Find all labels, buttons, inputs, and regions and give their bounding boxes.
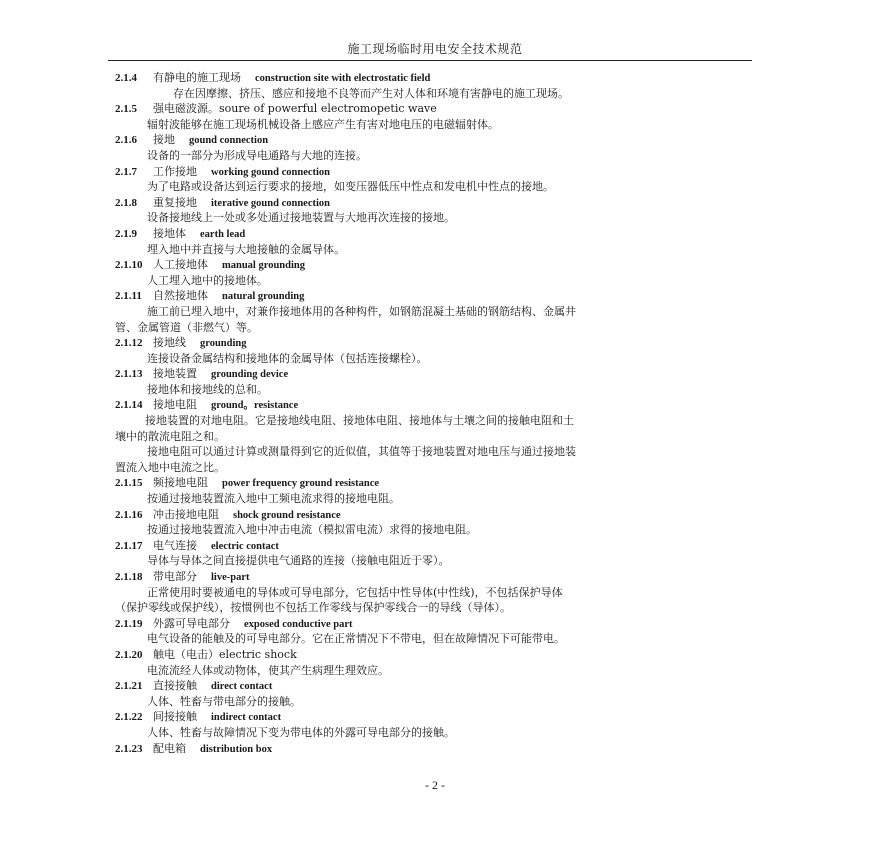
term-heading bbox=[115, 507, 745, 523]
definition-text: 人体、牲畜与带电部分的接触。 bbox=[147, 694, 301, 708]
clause-number: 2.1.8 bbox=[115, 196, 137, 209]
term-chinese: 接地线 bbox=[153, 336, 186, 350]
term-heading bbox=[115, 70, 745, 86]
clause-number: 2.1.15 bbox=[115, 477, 143, 490]
term-chinese: 强电磁波源。soure of powerful electromopetic wave bbox=[153, 102, 437, 116]
definition-text: 电气设备的能触及的可导电部分。它在正常情况下不带电，但在故障情况下可能带电。 bbox=[147, 632, 565, 646]
document-body bbox=[115, 70, 745, 756]
term-english: live-part bbox=[211, 572, 250, 583]
term-english: natural grounding bbox=[222, 291, 305, 303]
term-heading bbox=[115, 709, 745, 725]
term-heading bbox=[115, 475, 745, 491]
term-chinese: 带电部分 bbox=[153, 570, 197, 583]
clause-number: 2.1.7 bbox=[115, 165, 137, 178]
clause-number: 2.1.5 bbox=[115, 103, 137, 116]
term-english: construction site with electrostatic field bbox=[255, 73, 431, 84]
term-english: direct contact bbox=[211, 681, 273, 693]
term-english: grounding device bbox=[211, 369, 289, 381]
term-chinese: 有静电的施工现场 bbox=[153, 71, 241, 84]
term-heading bbox=[115, 366, 745, 382]
definition-text: 辐射波能够在施工现场机械设备上感应产生有害对地电压的电磁辐射体。 bbox=[147, 117, 499, 131]
term-english: grounding bbox=[200, 338, 247, 350]
definition-text: 置流入地中电流之比。 bbox=[115, 460, 225, 474]
definition-text: 按通过接地装置流入地中工频电流求得的接地电阻。 bbox=[147, 492, 400, 506]
term-heading bbox=[115, 569, 745, 585]
clause-number: 2.1.22 bbox=[115, 711, 143, 724]
term-chinese: 配电箱 bbox=[153, 741, 186, 755]
clause-number: 2.1.9 bbox=[115, 227, 137, 240]
term-heading bbox=[115, 538, 745, 554]
header-divider bbox=[108, 60, 752, 61]
term-chinese: 接地体 bbox=[153, 226, 186, 240]
definition-text: 连接设备金属结构和接地体的金属导体（包括连接螺栓）。 bbox=[147, 351, 428, 365]
term-english: shock ground resistance bbox=[233, 509, 341, 521]
clause-number: 2.1.16 bbox=[115, 508, 143, 521]
clause-number: 2.1.10 bbox=[115, 259, 143, 272]
clause-number: 2.1.12 bbox=[115, 337, 143, 350]
term-heading bbox=[115, 164, 745, 180]
term-chinese: 接地装置 bbox=[153, 367, 197, 381]
definition-text: 人工埋入地中的接地体。 bbox=[147, 273, 268, 287]
term-chinese: 外露可导电部分 bbox=[153, 616, 230, 630]
clause-number: 2.1.17 bbox=[115, 539, 143, 552]
clause-number: 2.1.6 bbox=[115, 134, 137, 147]
term-english: working gound connection bbox=[211, 166, 331, 178]
term-english: distribution box bbox=[200, 743, 273, 755]
definition-text: 接地电阻可以通过计算或测量得到它的近似值，其值等于接地装置对地电压与通过接地装 bbox=[147, 445, 576, 459]
definition-text: 电流流经人体或动物体，使其产生病理生理效应。 bbox=[147, 663, 389, 677]
term-chinese: 直接接触 bbox=[153, 679, 197, 693]
term-heading bbox=[115, 397, 745, 413]
definition-text: （保护零线或保护线），按惯例也不包括工作零线与保护零线合一的导线（导体）。 bbox=[115, 601, 511, 615]
term-heading bbox=[115, 647, 745, 663]
term-heading bbox=[115, 257, 745, 273]
term-chinese: 接地电阻 bbox=[153, 398, 197, 412]
definition-text: 设备接地线上一处或多处通过接地装置与大地再次连接的接地。 bbox=[147, 211, 455, 225]
clause-number: 2.1.4 bbox=[115, 72, 137, 84]
clause-number: 2.1.20 bbox=[115, 648, 143, 661]
term-chinese: 自然接地体 bbox=[153, 289, 208, 303]
definition-text: 人体、牲畜与故障情况下变为带电体的外露可导电部分的接触。 bbox=[147, 725, 455, 739]
definition-text: 壤中的散流电阻之和。 bbox=[115, 429, 225, 443]
term-chinese: 接地 bbox=[153, 133, 175, 147]
term-chinese: 重复接地 bbox=[153, 195, 197, 209]
term-heading bbox=[115, 226, 745, 242]
clause-number: 2.1.13 bbox=[115, 368, 143, 381]
term-chinese: 冲击接地电阻 bbox=[153, 507, 219, 521]
definition-text: 设备的一部分为形成导电通路与大地的连接。 bbox=[147, 148, 367, 162]
clause-number: 2.1.14 bbox=[115, 399, 143, 412]
term-chinese: 间接接触 bbox=[153, 710, 197, 724]
term-heading bbox=[115, 678, 745, 694]
term-english: power frequency ground resistance bbox=[222, 478, 380, 490]
term-heading bbox=[115, 132, 745, 148]
definition-text: 接地装置的对地电阻。它是接地线电阻、接地体电阻、接地体与土壤之间的接触电阻和土 bbox=[145, 414, 574, 428]
definition-text: 施工前已埋入地中，对兼作接地体用的各种构件，如钢筋混凝土基础的钢筋结构、金属井 bbox=[147, 304, 576, 318]
definition-text: 管、金属管道（非燃气）等。 bbox=[115, 320, 258, 334]
term-chinese: 触电（电击）electric shock bbox=[153, 647, 297, 661]
definition-text: 按通过接地装置流入地中冲击电流（模拟雷电流）求得的接地电阻。 bbox=[147, 523, 477, 537]
clause-number: 2.1.21 bbox=[115, 680, 143, 693]
page-header-title: 施工现场临时用电安全技术规范 bbox=[347, 42, 523, 56]
term-chinese: 电气连接 bbox=[153, 538, 197, 552]
clause-number: 2.1.11 bbox=[115, 290, 142, 303]
page-number: - 2 - bbox=[425, 778, 445, 792]
term-chinese: 工作接地 bbox=[153, 164, 197, 178]
term-chinese: 频接地电阻 bbox=[153, 476, 208, 490]
definition-text: 埋入地中并直接与大地接触的金属导体。 bbox=[147, 242, 345, 256]
definition-text: 为了电路或设备达到运行要求的接地，如变压器低压中性点和发电机中性点的接地。 bbox=[147, 180, 554, 194]
term-english: manual grounding bbox=[222, 260, 305, 272]
term-heading bbox=[115, 288, 745, 304]
term-english: indirect contact bbox=[211, 712, 282, 724]
definition-text: 接地体和接地线的总和。 bbox=[147, 382, 268, 396]
term-english: exposed conductive part bbox=[244, 618, 353, 630]
definition-text: 导体与导体之间直接提供电气通路的连接（接触电阻近于零）。 bbox=[147, 554, 450, 568]
term-chinese: 人工接地体 bbox=[153, 258, 208, 272]
term-heading bbox=[115, 195, 745, 211]
clause-number: 2.1.19 bbox=[115, 617, 143, 630]
term-english: ground。resistance bbox=[211, 400, 299, 412]
term-heading bbox=[115, 741, 745, 757]
term-english: electric contact bbox=[211, 540, 279, 552]
clause-number: 2.1.18 bbox=[115, 571, 143, 583]
term-english: iterative gound connection bbox=[211, 197, 330, 209]
term-heading bbox=[115, 335, 745, 351]
term-english: earth lead bbox=[200, 228, 246, 240]
term-english: gound connection bbox=[189, 135, 269, 147]
definition-text: 存在因摩擦、挤压、感应和接地不良等而产生对人体和环境有害静电的施工现场。 bbox=[173, 86, 569, 100]
term-heading bbox=[115, 101, 745, 117]
definition-text: 正常使用时要被通电的导体或可导电部分，它包括中性导体(中性线)，不包括保护导体 bbox=[147, 585, 563, 599]
term-heading bbox=[115, 616, 745, 632]
clause-number: 2.1.23 bbox=[115, 742, 143, 755]
